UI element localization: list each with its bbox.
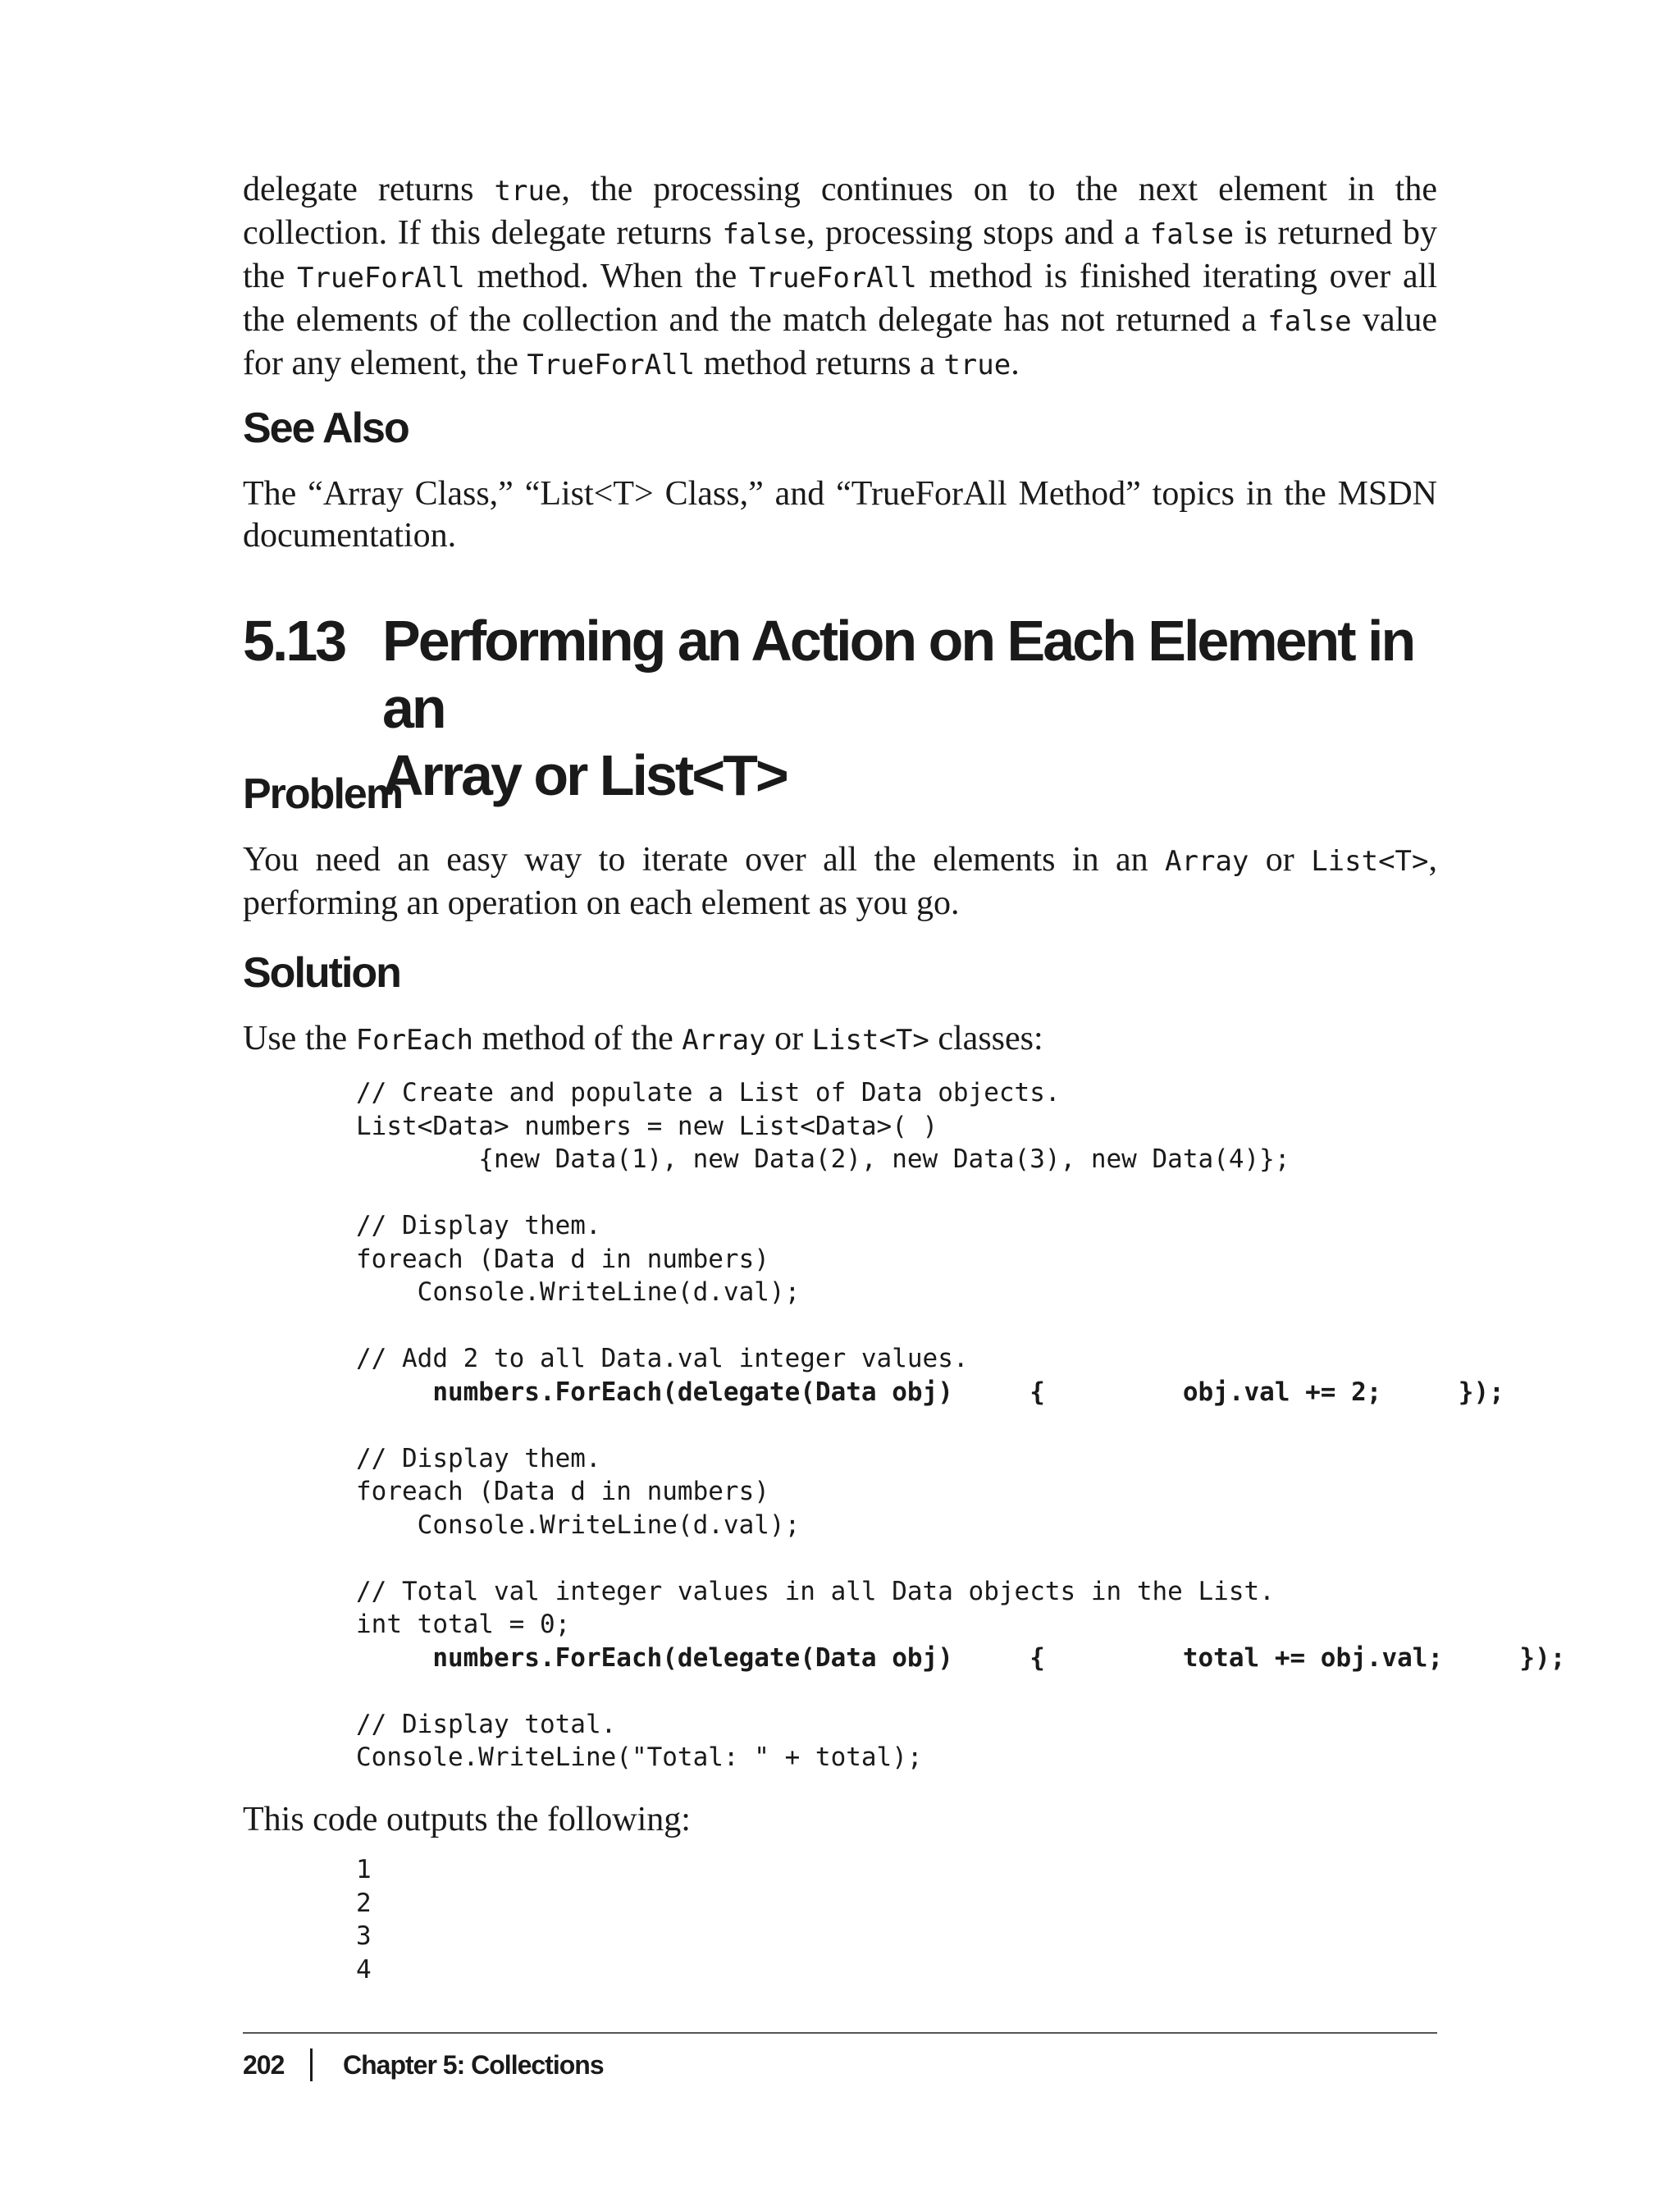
inline-code: TrueForAll — [527, 349, 696, 381]
code-line: // Create and populate a List of Data objects. — [356, 1078, 1061, 1108]
inline-code: TrueForAll — [297, 262, 465, 295]
inline-code: false — [722, 218, 806, 251]
output-line: 4 — [356, 1954, 372, 1984]
code-line — [356, 1409, 1565, 1442]
code-line — [356, 1674, 1565, 1708]
footer-separator — [310, 2048, 313, 2081]
text: method is finished iterating over all the elements of the collection and the match delegate has not returned a — [243, 258, 1437, 339]
text: You need an easy way to iterate over all the elements in an — [243, 841, 1166, 879]
text: method returns a — [695, 345, 944, 382]
code-line: List<Data> numbers = new List<Data>( ) — [356, 1111, 938, 1141]
inline-code: ForEach — [355, 1024, 473, 1057]
text: method. When the — [464, 258, 750, 295]
problem-heading: Problem — [243, 770, 403, 818]
intro-paragraph — [243, 169, 1437, 386]
text: value for any element, the — [243, 301, 1438, 382]
code-line — [356, 1176, 1565, 1210]
output-listing — [356, 1853, 372, 1986]
inline-code: Array — [682, 1024, 766, 1057]
text: . — [1011, 345, 1020, 382]
code-listing — [356, 1076, 1565, 1774]
text: is returned by the — [243, 214, 1437, 295]
text: Use the — [243, 1020, 356, 1057]
text: , performing an operation on each element as you go. — [243, 841, 1437, 922]
code-line: numbers.ForEach(delegate(Data obj) { obj.val += 2; }); — [356, 1377, 1504, 1407]
inline-code: TrueForAll — [749, 262, 917, 295]
inline-code: true — [494, 175, 562, 208]
code-line: numbers.ForEach(delegate(Data obj) { total += obj.val; }); — [356, 1642, 1566, 1673]
text: or — [765, 1020, 812, 1057]
inline-code: false — [1267, 305, 1352, 338]
see-also-heading: See Also — [243, 404, 409, 452]
page-footer — [243, 2032, 1437, 2080]
page-number: 202 — [243, 2050, 285, 2080]
output-intro: This code outputs the following: — [243, 1801, 691, 1838]
text: , processing stops and a — [806, 214, 1150, 252]
output-line: 3 — [356, 1921, 372, 1951]
chapter-title: Chapter 5: Collections — [343, 2050, 604, 2080]
problem-text — [243, 839, 1437, 925]
inline-code: List<T> — [811, 1024, 929, 1057]
code-line: // Display them. — [356, 1443, 601, 1473]
code-line: Console.WriteLine(d.val); — [356, 1277, 801, 1307]
code-line: // Display them. — [356, 1211, 601, 1240]
code-line: int total = 0; — [356, 1610, 571, 1639]
solution-heading: Solution — [243, 949, 400, 997]
code-line: Console.WriteLine(d.val); — [356, 1509, 801, 1540]
recipe-title-line: Array or List<T> — [382, 743, 787, 807]
code-line: // Display total. — [356, 1709, 617, 1739]
code-line: {new Data(1), new Data(2), new Data(3), new Data(4)}; — [356, 1144, 1290, 1174]
code-line: Console.WriteLine("Total: " + total); — [356, 1742, 923, 1772]
inline-code: Array — [1165, 845, 1249, 878]
text: method of the — [472, 1020, 682, 1057]
text: delegate returns — [243, 171, 495, 208]
inline-code: true — [943, 349, 1011, 381]
recipe-number: 5.13 — [243, 609, 345, 673]
code-line — [356, 1309, 1565, 1343]
code-line: foreach (Data d in numbers) — [356, 1477, 769, 1506]
text: or — [1249, 841, 1312, 879]
code-line: // Total val integer values in all Data objects in the List. — [356, 1576, 1275, 1606]
output-line: 1 — [356, 1855, 372, 1884]
text: , the processing continues on to the next element in the collection. If this delegate returns — [243, 171, 1437, 252]
code-line: foreach (Data d in numbers) — [356, 1244, 769, 1274]
code-line — [356, 1541, 1565, 1575]
inline-code: List<T> — [1311, 845, 1429, 878]
inline-code: false — [1149, 218, 1235, 251]
recipe-title-line: Performing an Action on Each Element in an — [382, 609, 1414, 740]
code-line: // Add 2 to all Data.val integer values. — [356, 1344, 969, 1373]
see-also-text: The “Array Class,” “List<T> Class,” and “TrueForAll Method” topics in the MSDN documentation. — [243, 475, 1437, 555]
solution-text — [243, 1018, 1437, 1062]
text: classes: — [929, 1020, 1043, 1057]
output-line: 2 — [356, 1888, 372, 1918]
